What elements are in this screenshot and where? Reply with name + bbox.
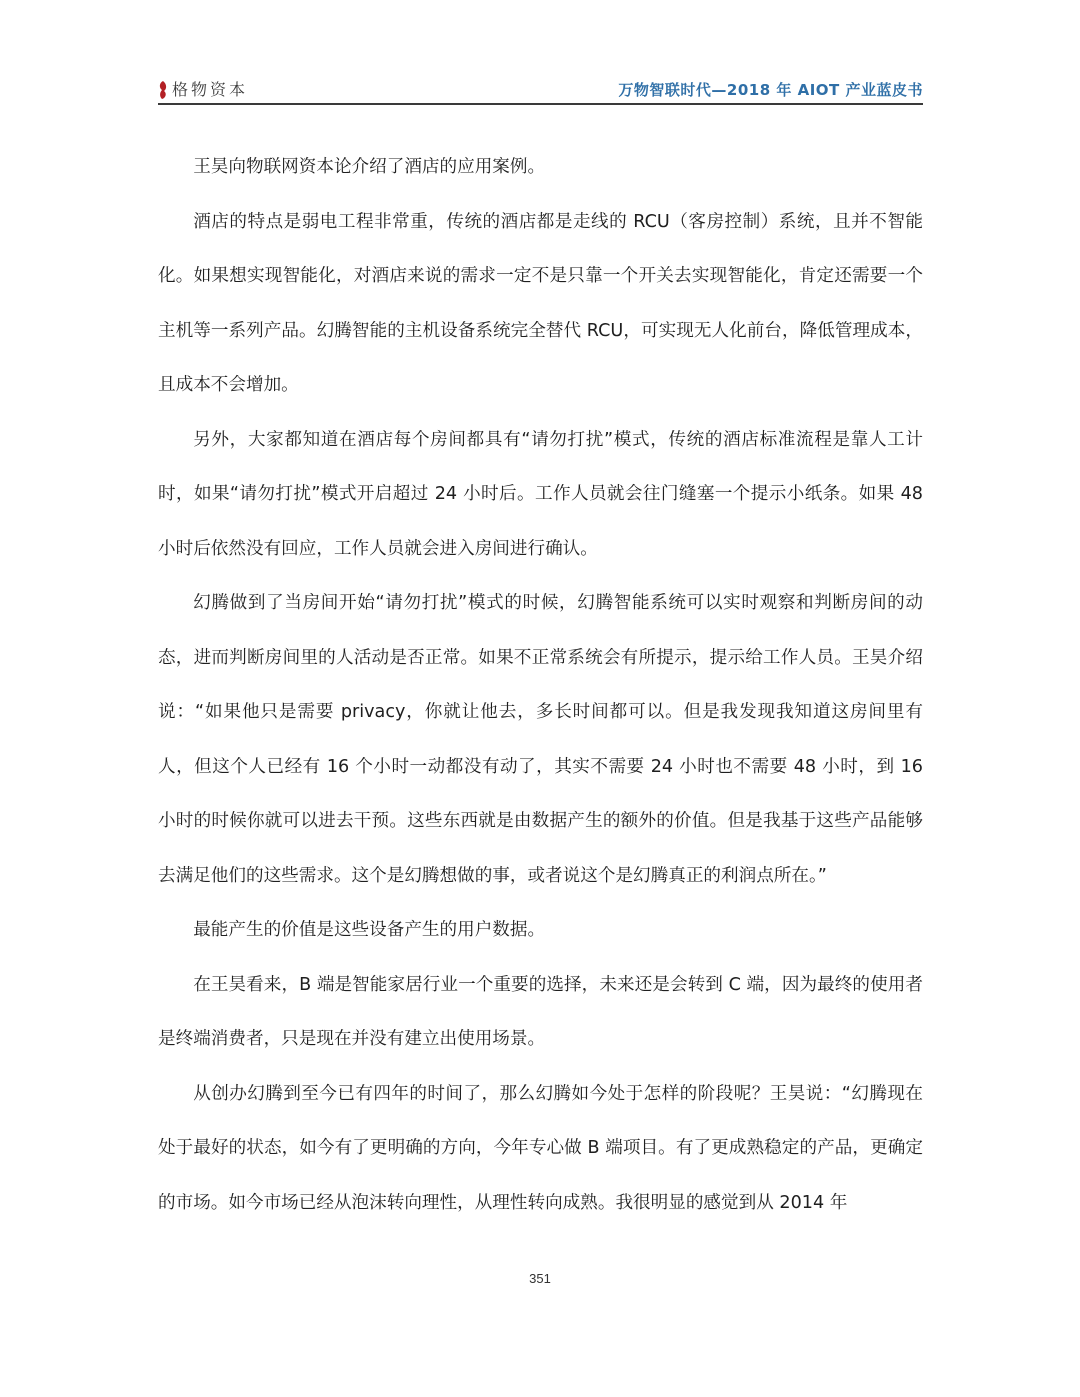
paragraph: 幻腾做到了当房间开始“请勿打扰”模式的时候，幻腾智能系统可以实时观察和判断房间的动态，进而判断房间里的人活动是否正常。如果不正常系统会有所提示，提示给工作人员。王昊介绍说：“如果他只是需要 privacy，你就让他去，多长时间都可以。但是我发现我知道这房间里有人，但这个人已经有 16 个小时一动都没有动了，其实不需要 24 小时也不需要 48 小时，到 16 小时的时候你就可以进去干预。这些东西就是由数据产生的额外的价值。但是我基于这些产品能够去满足他们的这些需求。这个是幻腾想做的事，或者说这个是幻腾真正的利润点所在。” xyxy=(158,593,923,886)
paragraph: 最能产生的价值是这些设备产生的用户数据。 xyxy=(193,920,546,940)
logo-text: 格物资本 xyxy=(172,80,249,99)
header-divider xyxy=(158,103,923,105)
logo-mark-icon xyxy=(158,80,168,100)
paragraph: 从创办幻腾到至今已有四年的时间了，那么幻腾如今处于怎样的阶段呢？王昊说：“幻腾现在处于最好的状态，如今有了更明确的方向，今年专心做 B 端项目。有了更成熟稳定的产品，更确定的市场。如今市场已经从泡沫转向理性，从理性转向成熟。我很明显的感觉到从 2014 年 xyxy=(158,1083,923,1213)
paragraph: 在王昊看来，B 端是智能家居行业一个重要的选择，未来还是会转到 C 端，因为最终的使用者是终端消费者，只是现在并没有建立出使用场景。 xyxy=(158,974,923,1049)
page-number: 351 xyxy=(529,1271,551,1286)
paragraph: 王昊向物联网资本论介绍了酒店的应用案例。 xyxy=(193,157,546,177)
company-logo xyxy=(158,78,248,102)
report-title: 万物智联时代—2018 年 AIOT 产业蓝皮书 xyxy=(618,81,923,99)
page-header xyxy=(158,74,923,104)
paragraph: 酒店的特点是弱电工程非常重，传统的酒店都是走线的 RCU（客房控制）系统，且并不智能化。如果想实现智能化，对酒店来说的需求一定不是只靠一个开关去实现智能化，肯定还需要一个主机等一系列产品。幻腾智能的主机设备系统完全替代 RCU，可实现无人化前台，降低管理成本，且成本不会增加。 xyxy=(158,211,923,395)
body-text xyxy=(158,140,923,1230)
paragraph: 另外，大家都知道在酒店每个房间都具有“请勿打扰”模式，传统的酒店标准流程是靠人工计时，如果“请勿打扰”模式开启超过 24 小时后。工作人员就会往门缝塞一个提示小纸条。如果 48 小时后依然没有回应，工作人员就会进入房间进行确认。 xyxy=(158,429,923,559)
